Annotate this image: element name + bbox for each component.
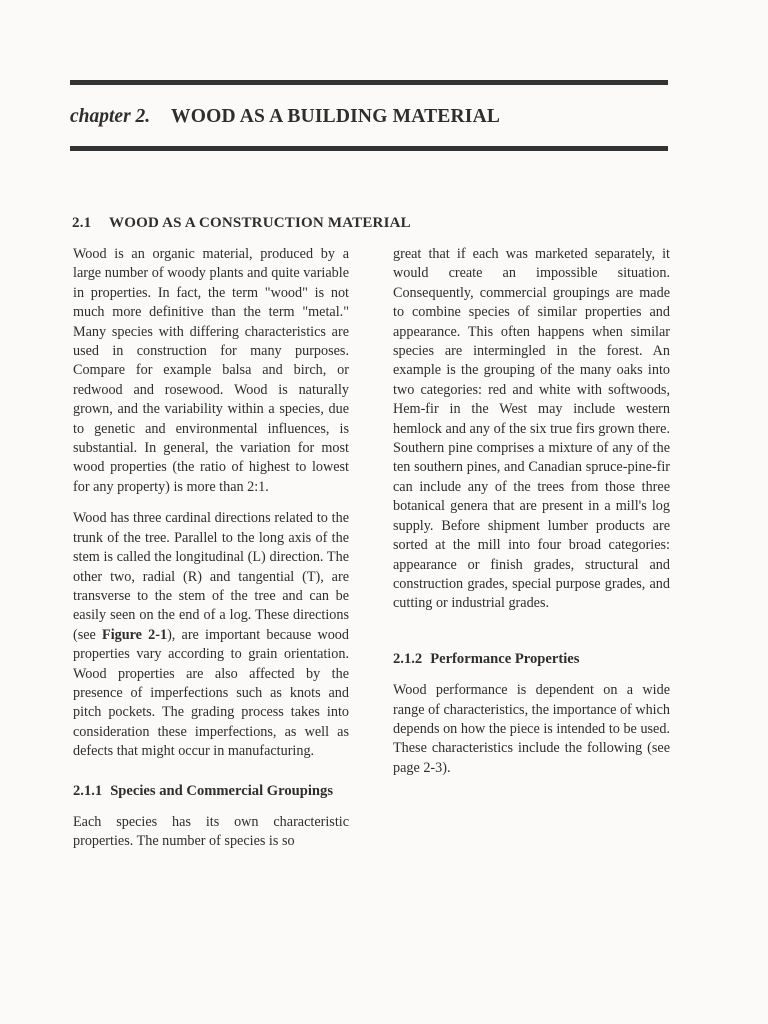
- paragraph-wood-organic: Wood is an organic material, produced by a large number of woody plants and quite variable in properties. In fact, the term "wood" is not much more definitive than the term "metal." Many species with differing characteristics are used in construction for many purposes. Compare for example balsa and birch, or redwood and rosewood. Wood is naturally grown, and the variability within a species, due to genetic and environmental influences, is substantial. In general, the variation for most wood properties (the ratio of highest to lowest for any property) is more than 2:1.: [73, 246, 349, 495]
- section-heading: [72, 215, 411, 232]
- section-title: WOOD AS A CONSTRUCTION MATERIAL: [109, 215, 411, 231]
- chapter-title: WOOD AS A BUILDING MATERIAL: [171, 106, 501, 127]
- subsection-heading-performance: [393, 650, 670, 669]
- top-rule: [70, 80, 668, 85]
- paragraph-text: ), are important because wood properties vary according to grain orientation. Wood properties are also affected by the presence of imperfections such as knots and pitch pockets. The grading process takes into consideration these imperfections, as well as defects that might occur in manufacturing.: [73, 626, 349, 760]
- right-column: [393, 245, 670, 790]
- bottom-rule: [70, 146, 668, 151]
- left-column: [73, 245, 349, 864]
- figure-reference: Figure 2-1: [102, 626, 168, 643]
- subsection-heading-species: [73, 782, 349, 801]
- section-number: 2.1: [72, 215, 92, 231]
- paragraph-commercial-groupings: great that if each was marketed separately, it would create an impossible situation. Consequently, commercial groupings are made to combine species of similar properties and appearance. This often happens when similar species are intermingled in the forest. An example is the grouping of the many oaks into two categories: red and white with softwoods, Hem-fir in the West may include western hemlock and any of the six true firs grown there. Southern pine comprises a mixture of any of the ten southern pines, and Canadian spruce-pine-fir can include any of the trees from those three botanical genera that are present in a mill's log supply. Before shipment lumber products are sorted at the mill into four broad categories: appearance or finish grades, structural and construction grades, special purpose grades, and cutting or industrial grades.: [393, 246, 670, 612]
- paragraph-cardinal-directions: [73, 509, 349, 761]
- paragraph-species: Each species has its own characteristic properties. The number of species is so: [73, 813, 349, 850]
- paragraph-text: Wood has three cardinal directions related to the trunk of the tree. Parallel to the long axis of the stem is called the longitudinal (L) direction. The other two, radial (R) and tangential (T), are transverse to the stem of the tree and can be easily seen on the end of a log. These directions (see: [73, 510, 349, 643]
- subsection-title: Species and Commercial Groupings: [110, 782, 334, 799]
- chapter-label: chapter 2.: [70, 106, 151, 127]
- subsection-number: 2.1.2: [393, 650, 423, 667]
- paragraph-performance: Wood performance is dependent on a wide range of characteristics, the importance of which depends on how the piece is intended to be used. These characteristics include the following (see page 2-3).: [393, 682, 670, 776]
- chapter-heading: [70, 106, 500, 128]
- subsection-number: 2.1.1: [73, 782, 103, 799]
- subsection-title: Performance Properties: [430, 650, 580, 667]
